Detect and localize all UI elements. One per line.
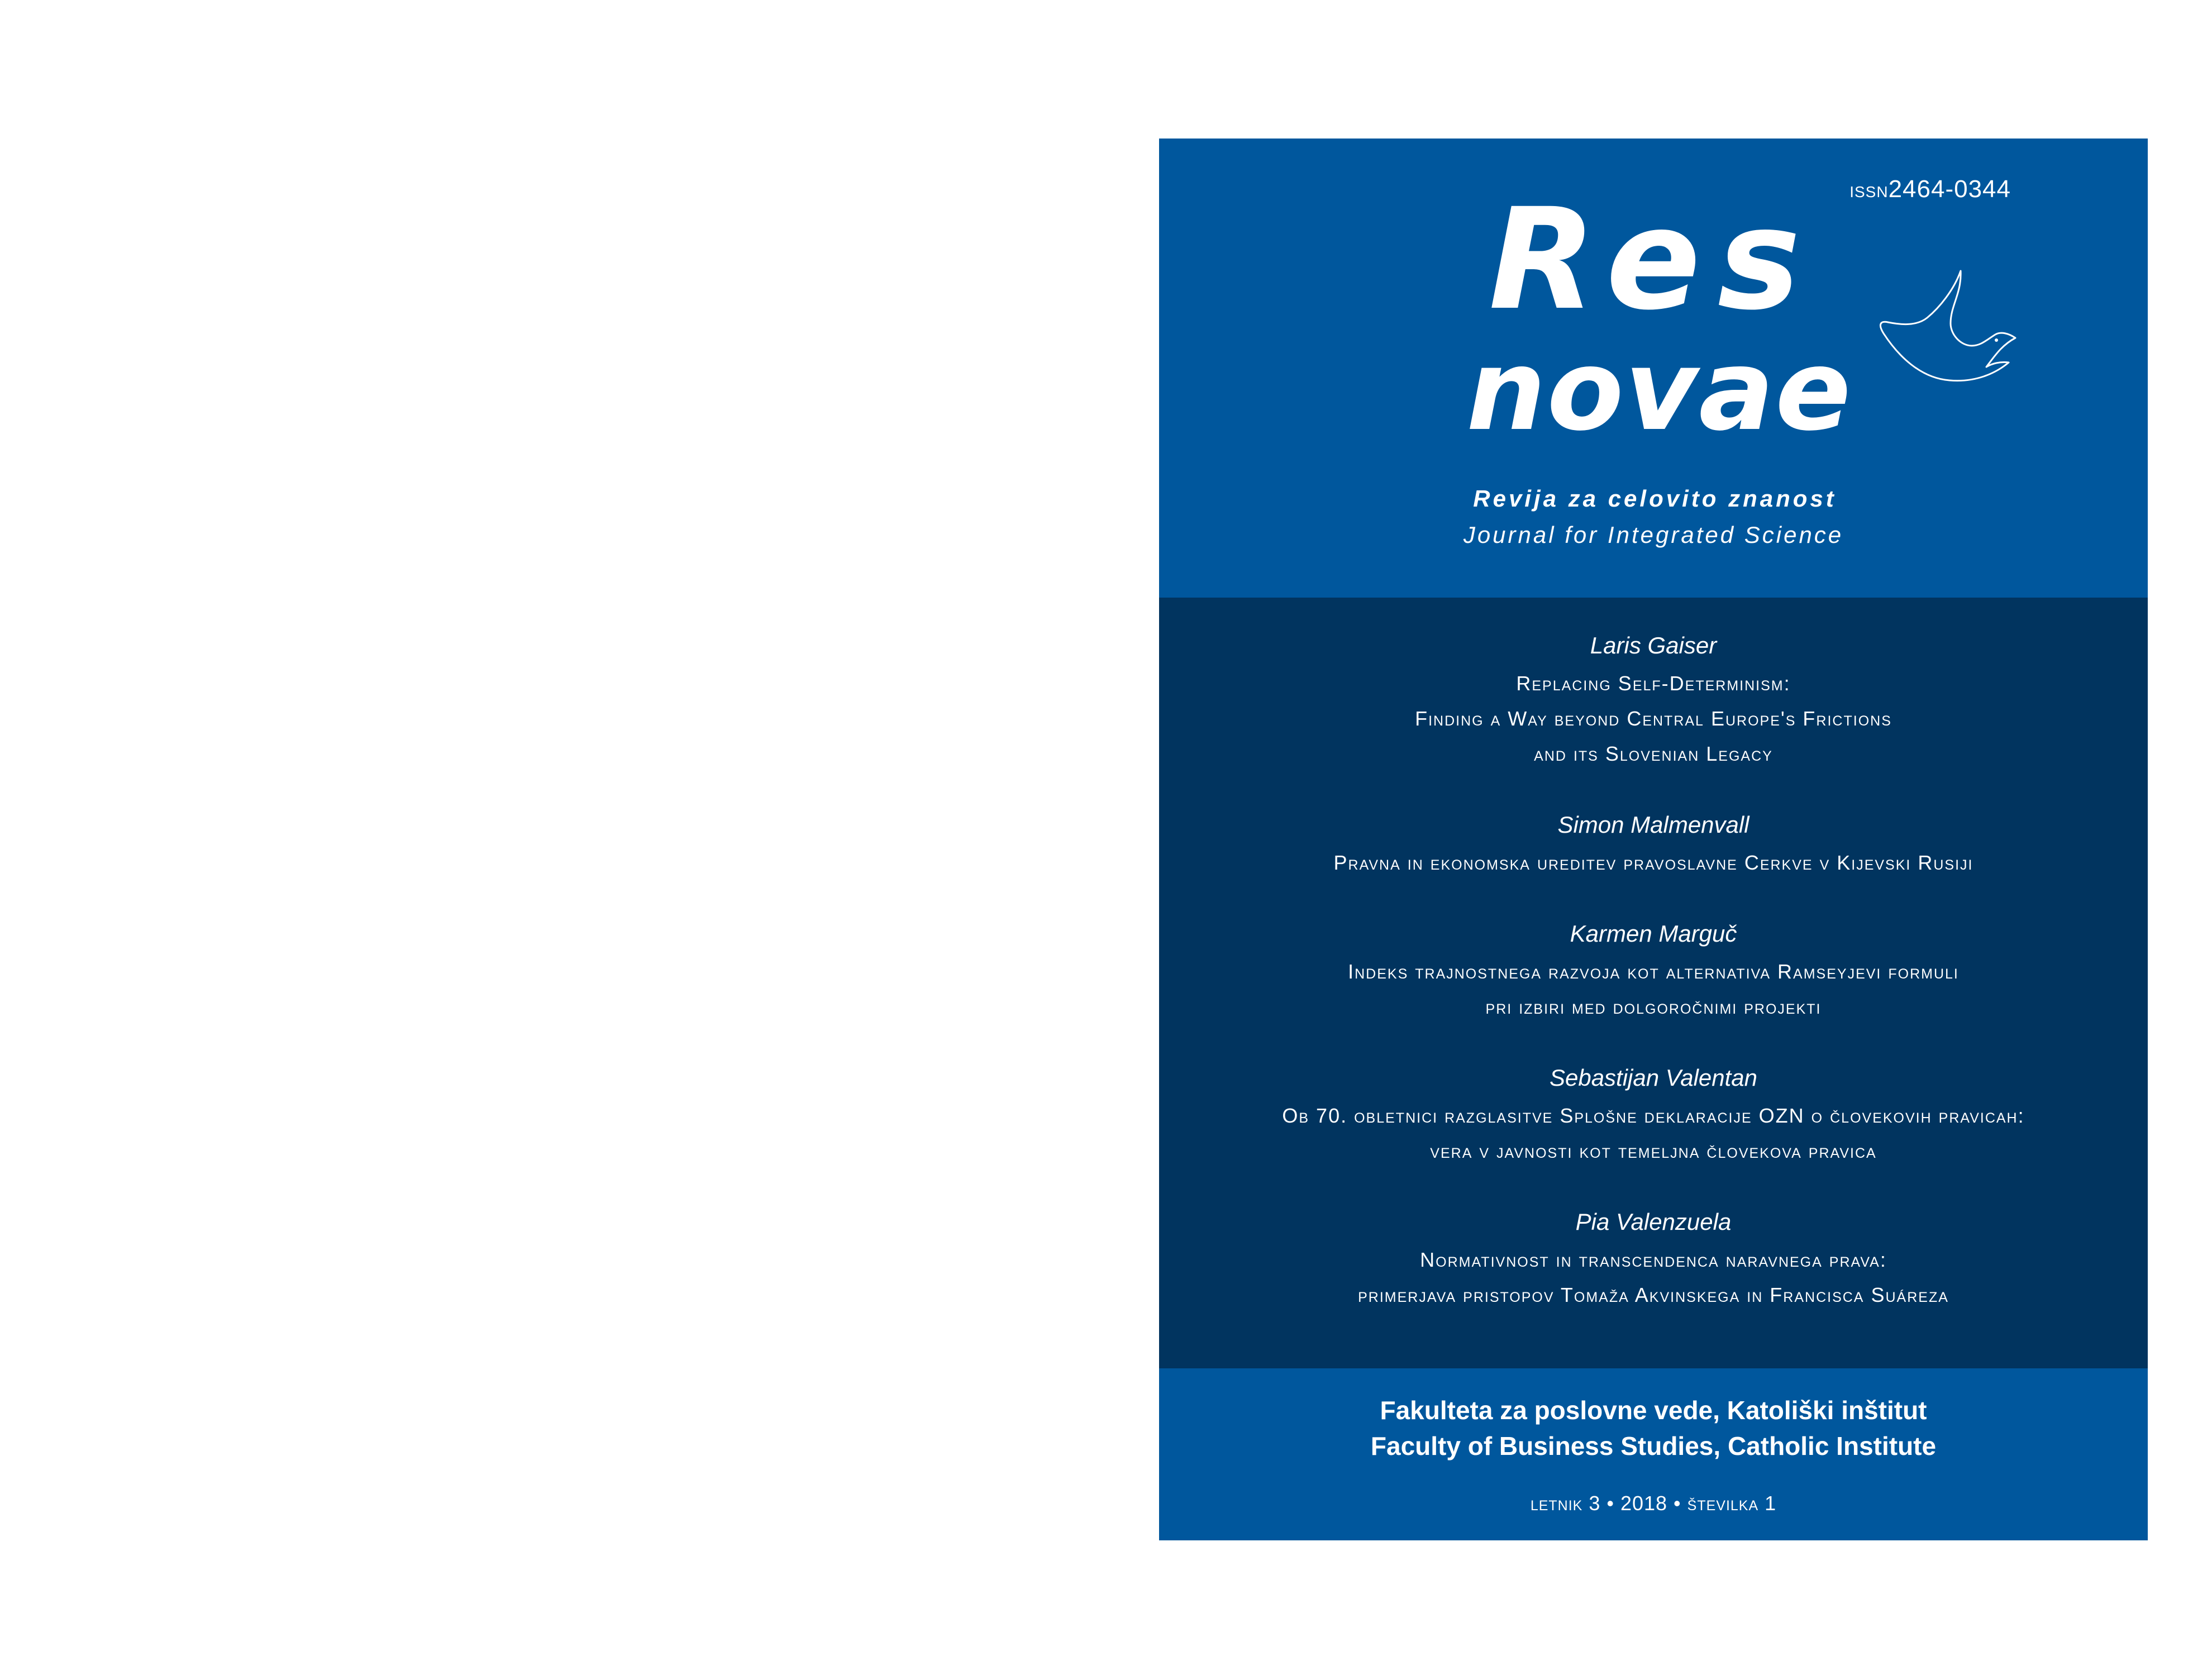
article-author: Laris Gaiser: [1590, 632, 1717, 658]
article-title-line: pri izbiri med dolgoročnimi projekti: [1485, 995, 1822, 1018]
article-author: Pia Valenzuela: [1575, 1209, 1732, 1235]
article-title-line: primerjava pristopov Tomaža Akvinskega in Francisca Suáreza: [1358, 1283, 1949, 1306]
dove-icon: [1877, 269, 2018, 384]
issn-prefix: ISSN: [1849, 183, 1889, 201]
issue-info: letnik 3 • 2018 • številka 1: [1530, 1492, 1777, 1515]
issn-number: 2464-0344: [1888, 175, 2011, 203]
publisher-name-english: Faculty of Business Studies, Catholic Institute: [1370, 1431, 1937, 1460]
article-title-line: and its Slovenian Legacy: [1534, 742, 1773, 765]
article-title-line: Pravna in ekonomska ureditev pravoslavne Cerkve v Kijevski Rusiji: [1333, 851, 1973, 874]
article-title-line: Replacing Self-Determinism:: [1516, 672, 1791, 695]
article-entry: [1159, 1206, 2148, 1312]
article-list: [1159, 630, 2148, 1350]
journal-logo-line2: novae: [1466, 326, 1852, 456]
article-title-line: Ob 70. obletnici razglasitve Splošne deklaracije OZN o človekovih pravicah:: [1282, 1104, 2025, 1127]
article-entry: [1159, 809, 2148, 880]
publisher-block: [1159, 1392, 2148, 1464]
article-entry: [1159, 1062, 2148, 1168]
article-entry: [1159, 918, 2148, 1024]
journal-cover: [1159, 139, 2148, 1540]
article-author: Simon Malmenvall: [1557, 812, 1749, 838]
issn: [1849, 175, 2011, 203]
publisher-name-slovenian: Fakulteta za poslovne vede, Katoliški inštitut: [1380, 1396, 1927, 1425]
journal-logo-line1: Res: [1489, 178, 1818, 341]
article-title-line: Indeks trajnostnega razvoja kot alternativa Ramseyjevi formuli: [1348, 960, 1959, 983]
journal-subtitle-slovenian: Revija za celovito znanost: [1473, 485, 1837, 512]
article-author: Karmen Marguč: [1570, 920, 1737, 947]
article-entry: [1159, 630, 2148, 771]
article-title-line: vera v javnosti kot temeljna človekova pravica: [1430, 1139, 1877, 1162]
journal-subtitle-english: Journal for Integrated Science: [1463, 522, 1844, 548]
article-title-line: Normativnost in transcendenca naravnega prava:: [1420, 1248, 1887, 1271]
article-title-line: Finding a Way beyond Central Europe's Frictions: [1415, 707, 1892, 730]
article-author: Sebastijan Valentan: [1549, 1065, 1758, 1091]
